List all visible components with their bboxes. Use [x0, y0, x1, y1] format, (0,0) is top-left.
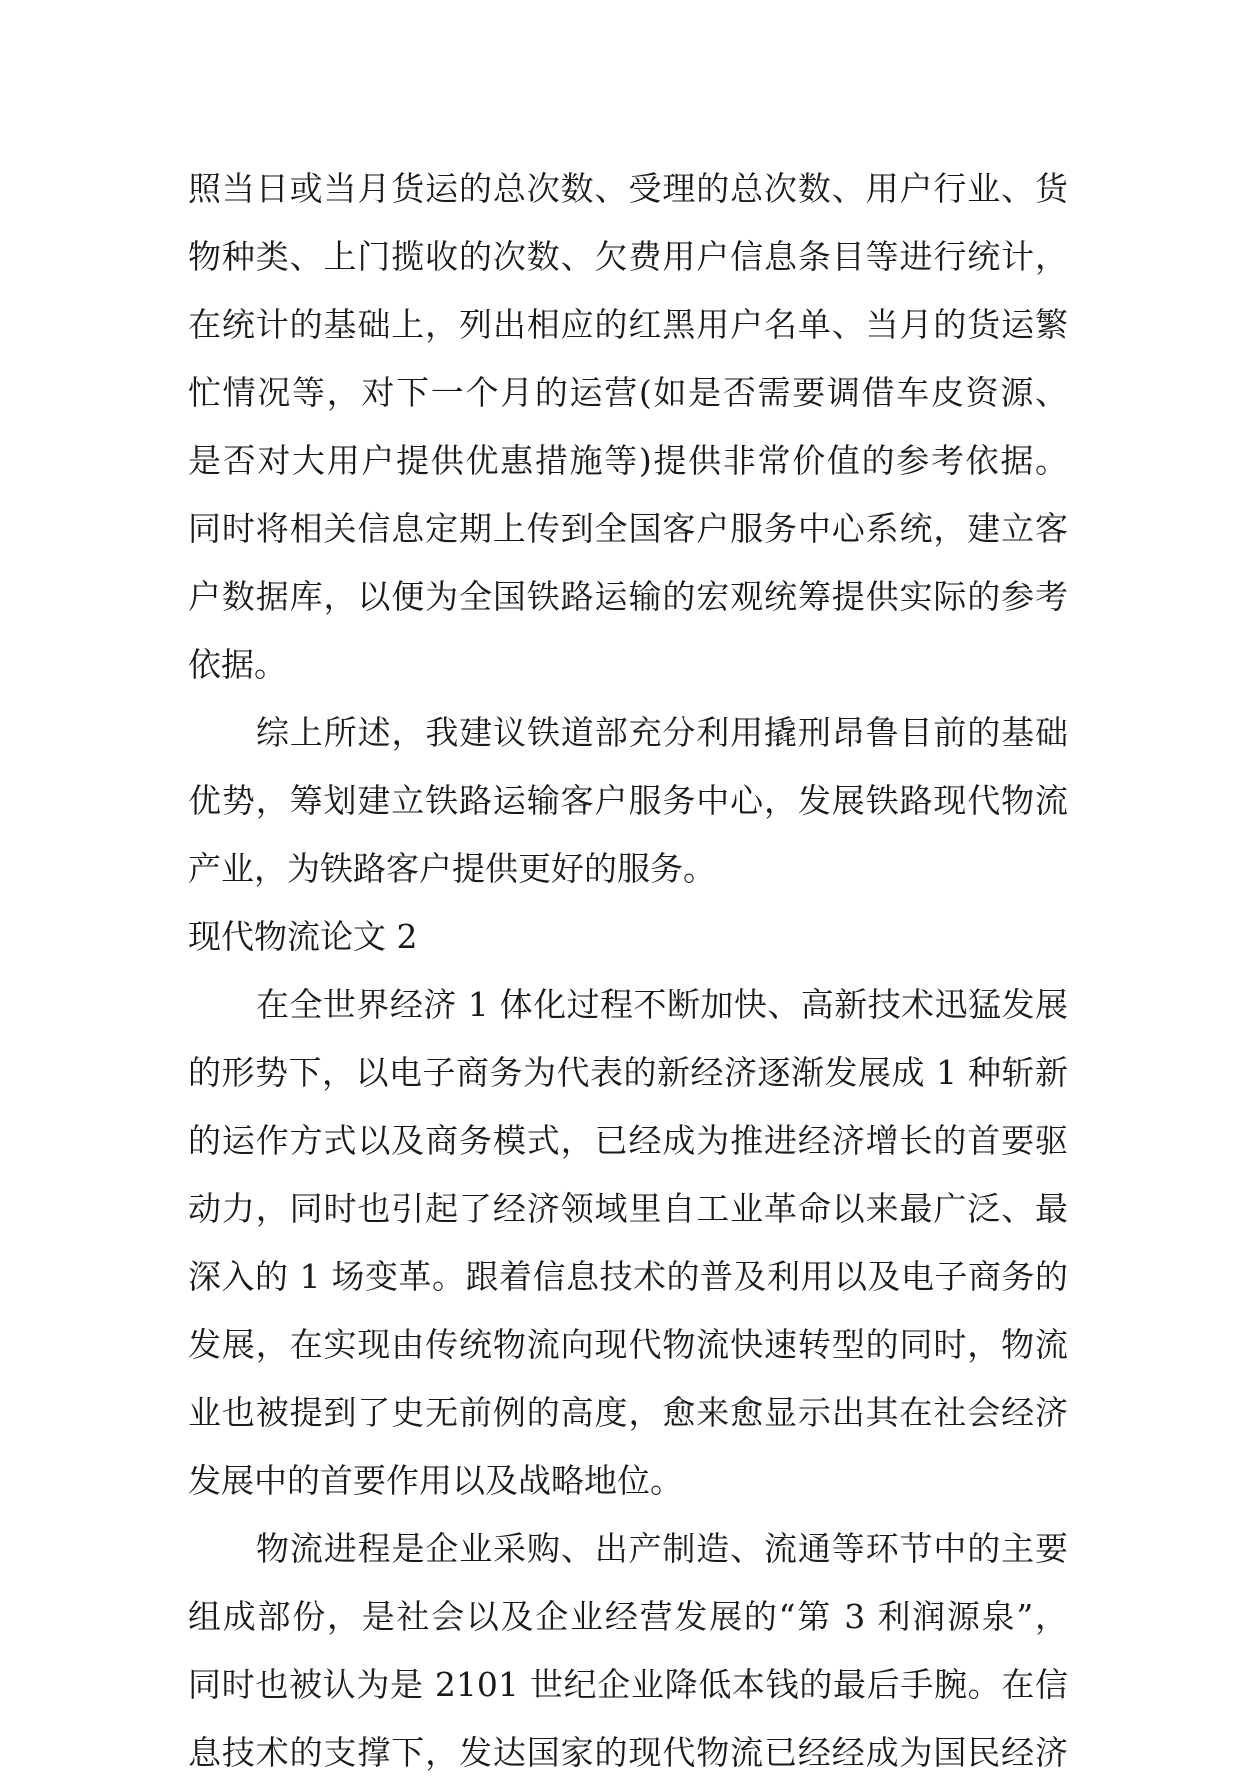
- text-line: 发展，在实现由传统物流向现代物流快速转型的同时，物流: [188, 1325, 1068, 1364]
- text-line: 业也被提到了史无前例的高度，愈来愈显示出其在社会经济: [188, 1393, 1068, 1432]
- text-line: 忙情况等，对下一个月的运营(如是否需要调借车皮资源、: [188, 373, 1068, 412]
- text-line: 发展中的首要作用以及战略地位。: [188, 1461, 683, 1500]
- text-line: 的运作方式以及商务模式，已经成为推进经济增长的首要驱: [188, 1121, 1068, 1160]
- text-line: 依据。: [188, 645, 287, 684]
- text-line: 同时也被认为是 2101 世纪企业降低本钱的最后手腕。在信: [188, 1665, 1068, 1704]
- text-line: 深入的 1 场变革。跟着信息技术的普及利用以及电子商务的: [188, 1257, 1068, 1296]
- text-line: 优势，筹划建立铁路运输客户服务中心，发展铁路现代物流: [188, 781, 1068, 820]
- document-body: [188, 155, 1068, 1787]
- text-line: 的形势下，以电子商务为代表的新经济逐渐发展成 1 种斩新: [188, 1053, 1068, 1092]
- text-line: 产业，为铁路客户提供更好的服务。: [188, 849, 716, 888]
- paragraph-first-line: 在全世界经济 1 体化过程不断加快、高新技术迅猛发展: [256, 985, 1068, 1024]
- text-line: 户数据库，以便为全国铁路运输的宏观统筹提供实际的参考: [188, 577, 1068, 616]
- text-line: 在统计的基础上，列出相应的红黑用户名单、当月的货运繁: [188, 305, 1068, 344]
- paragraph-first-line: 综上所述，我建议铁道部充分利用撬刑昂鲁目前的基础: [256, 713, 1068, 752]
- text-line: 照当日或当月货运的总次数、受理的总次数、用户行业、货: [188, 169, 1068, 208]
- section-heading: 现代物流论文 2: [188, 917, 418, 956]
- text-line: 动力，同时也引起了经济领域里自工业革命以来最广泛、最: [188, 1189, 1068, 1228]
- text-line: 组成部份，是社会以及企业经营发展的“第 3 利润源泉”，: [188, 1597, 1068, 1636]
- text-line: 是否对大用户提供优惠措施等)提供非常价值的参考依据。: [188, 441, 1068, 480]
- text-line: 物种类、上门揽收的次数、欠费用户信息条目等进行统计，: [188, 237, 1068, 276]
- paragraph-first-line: 物流进程是企业采购、出产制造、流通等环节中的主要: [256, 1529, 1068, 1568]
- text-line: 息技术的支撑下，发达国家的现代物流已经经成为国民经济: [188, 1733, 1068, 1772]
- text-line: 同时将相关信息定期上传到全国客户服务中心系统，建立客: [188, 509, 1068, 548]
